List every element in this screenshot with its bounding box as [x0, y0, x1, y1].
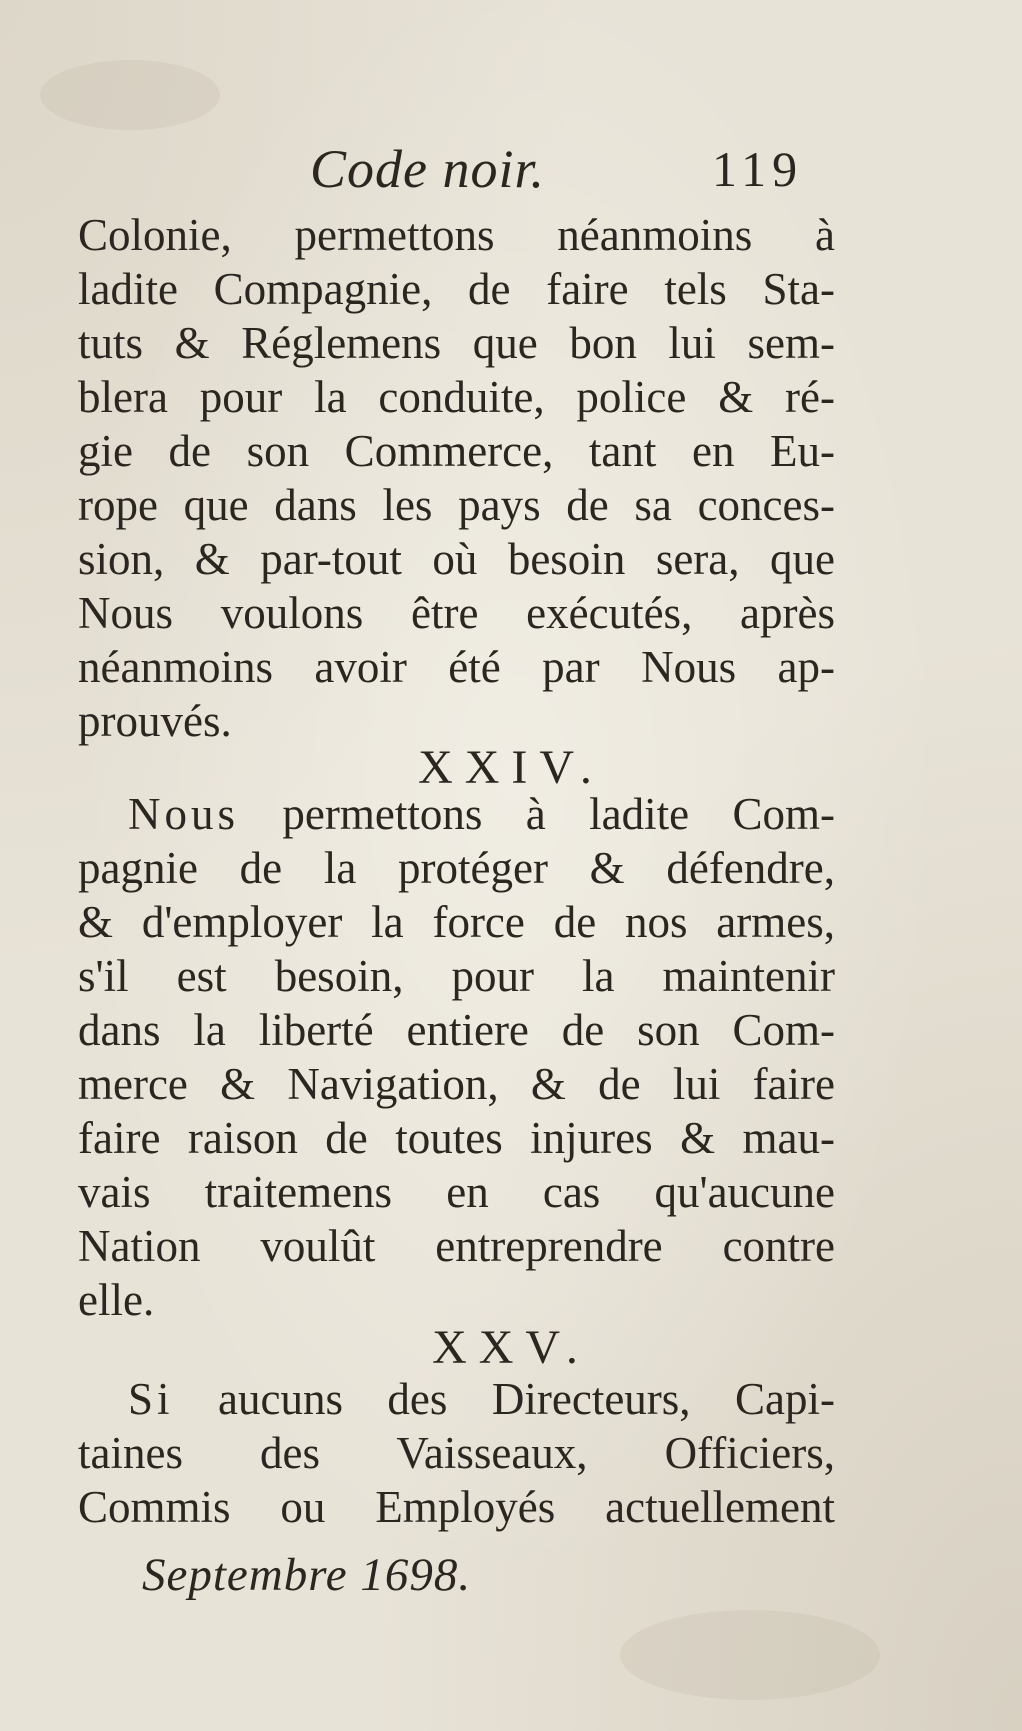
text-line: Colonie, permettons néanmoins à	[78, 210, 835, 260]
text-line: taines des Vaisseaux, Officiers,	[78, 1428, 835, 1478]
page-number: 119	[712, 141, 804, 197]
text-line: merce & Navigation, & de lui faire	[78, 1059, 835, 1109]
text-line: & d'employer la force de nos armes,	[78, 897, 835, 947]
text-line: sion, & par-tout où besoin sera, que	[78, 534, 835, 584]
article-xxiv	[78, 787, 835, 1327]
text-line: Nation voulût entreprendre contre	[78, 1221, 835, 1271]
text-line: rope que dans les pays de sa conces-	[78, 480, 835, 530]
text-line	[78, 787, 835, 841]
text-fragment: aucuns des Directeurs, Capi-	[173, 1374, 835, 1424]
page-header	[0, 138, 1022, 208]
text-line: dans la liberté entiere de son Com-	[78, 1005, 835, 1055]
text-line: Commis ou Employés actuellement	[78, 1482, 835, 1532]
article-heading-xxv: XXV.	[432, 1321, 590, 1374]
text-line: tuts & Réglemens que bon lui sem-	[78, 318, 835, 368]
initial-word: Nous	[128, 789, 240, 839]
text-line: prouvés.	[78, 696, 232, 746]
text-line: blera pour la conduite, police & ré-	[78, 372, 835, 422]
running-title: Code noir.	[310, 139, 546, 199]
text-line: elle.	[78, 1275, 155, 1325]
text-line: ladite Compagnie, de faire tels Sta-	[78, 264, 835, 314]
article-xxiii-continuation	[78, 208, 835, 748]
article-heading-xxiv: XXIV.	[418, 741, 604, 794]
paper-stain	[40, 60, 220, 130]
text-line: pagnie de la protéger & défendre,	[78, 843, 835, 893]
text-line	[78, 1372, 835, 1426]
text-line: vais traitemens en cas qu'aucune	[78, 1167, 835, 1217]
text-line: gie de son Commerce, tant en Eu-	[78, 426, 835, 476]
paper-stain	[620, 1610, 880, 1700]
catchline-date: Septembre 1698.	[142, 1549, 472, 1601]
text-fragment: permettons à ladite Com-	[239, 789, 835, 839]
text-line: néanmoins avoir été par Nous ap-	[78, 642, 835, 692]
initial-word: Si	[128, 1374, 174, 1424]
article-xxv	[78, 1372, 835, 1534]
text-line: Nous voulons être exécutés, après	[78, 588, 835, 638]
text-line: s'il est besoin, pour la maintenir	[78, 951, 835, 1001]
text-line: faire raison de toutes injures & mau-	[78, 1113, 835, 1163]
